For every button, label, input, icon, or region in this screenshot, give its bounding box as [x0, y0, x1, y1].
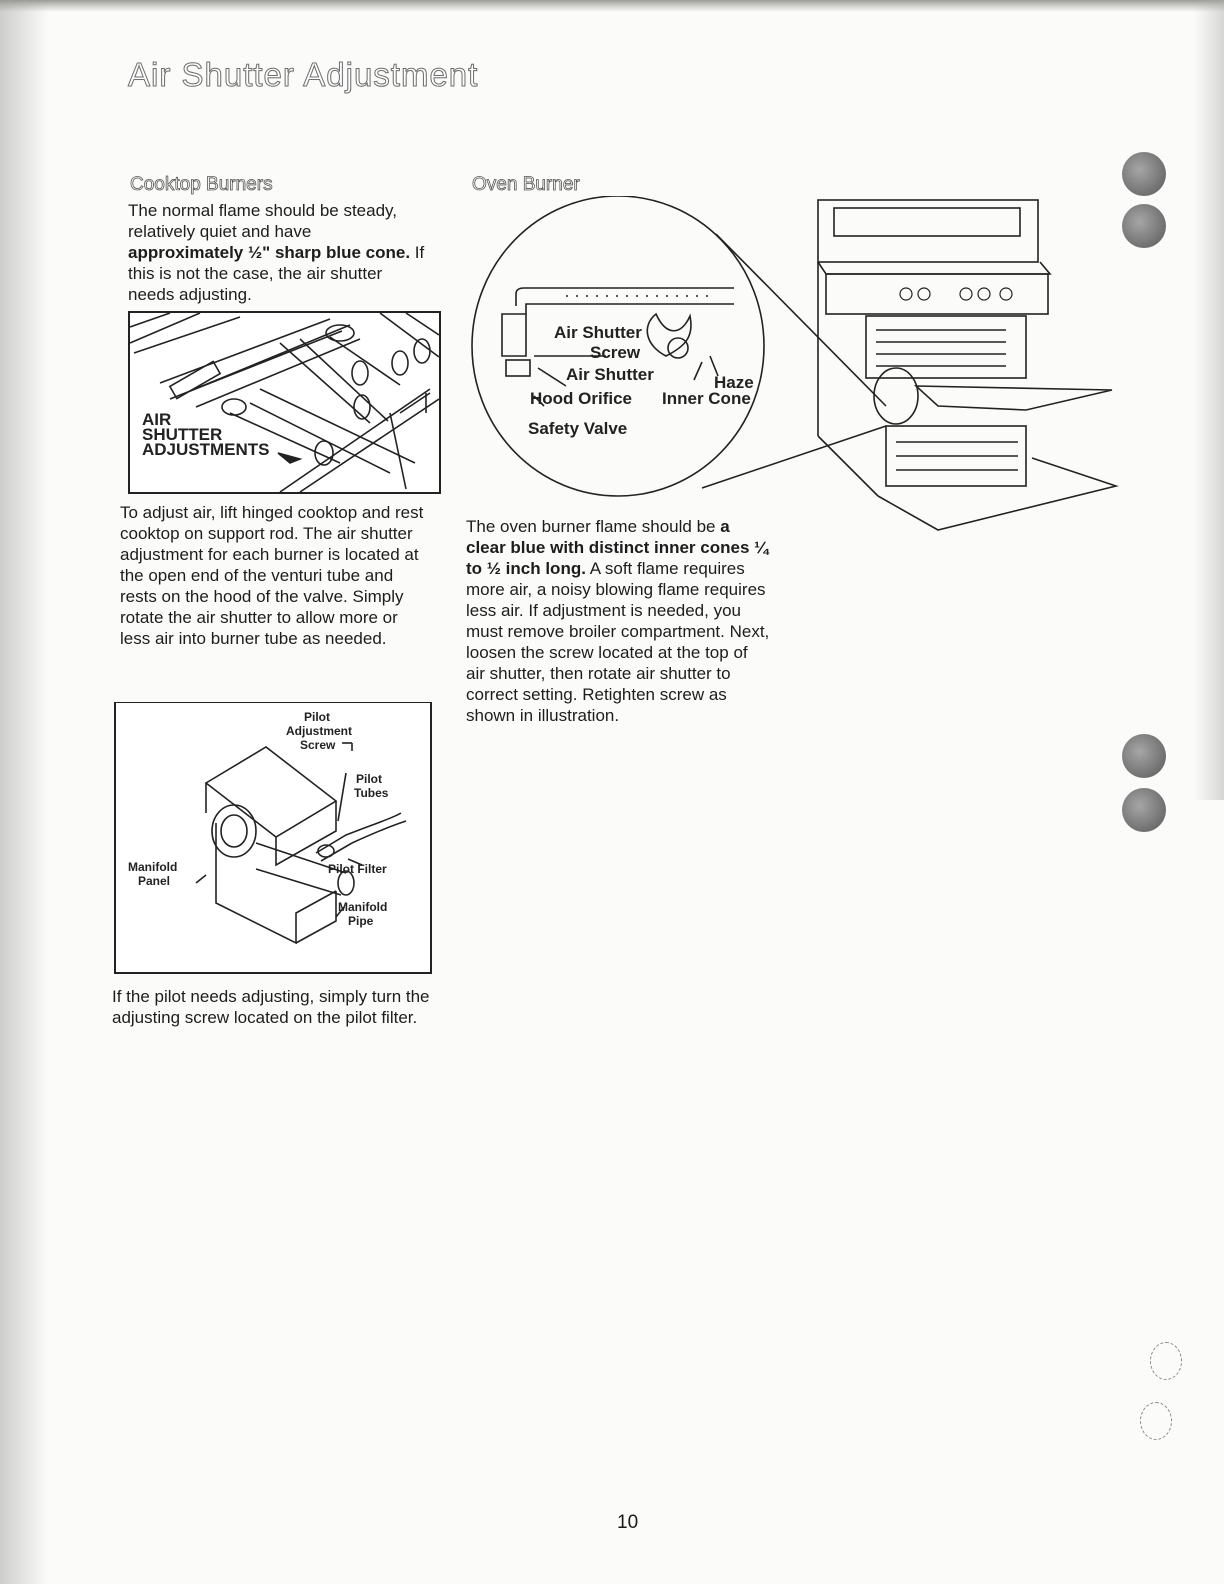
label-manifold-panel-1: Manifold	[128, 860, 178, 874]
cooktop-burner-illustration	[130, 313, 439, 492]
oven-text-emphasis: a clear blue with distinct inner cones ¼ to ½ inch long.	[466, 517, 769, 578]
binder-hole-outline	[1150, 1342, 1182, 1380]
scan-edge-left	[0, 0, 48, 1584]
callout-safety-valve: Safety Valve	[528, 419, 628, 438]
page-number: 10	[617, 1512, 639, 1533]
callout-air-shutter-screw-2: Screw	[590, 343, 641, 362]
callout-haze: Haze	[714, 373, 754, 392]
pilot-illustration	[116, 703, 430, 971]
label-pilot-filter: Pilot Filter	[328, 862, 387, 876]
callout-air-shutter: Air Shutter	[566, 365, 654, 384]
label-pilot-adjustment-screw-3: Screw	[300, 738, 336, 752]
binder-hole-outline	[1140, 1402, 1172, 1440]
label-manifold-pipe-1: Manifold	[338, 900, 388, 914]
pilot-text: If the pilot needs adjusting, simply turn the adjusting screw located on the pilot filter.	[112, 987, 430, 1027]
label-pilot-adjustment-screw-1: Pilot	[304, 710, 330, 724]
figure-label-shutter: SHUTTER	[142, 425, 223, 444]
cooktop-intro-emphasis: approximately ½" sharp blue cone.	[128, 243, 411, 262]
label-pilot-adjustment-screw-2: Adjustment	[286, 724, 352, 738]
binder-hole	[1122, 788, 1166, 832]
scan-edge-right	[1194, 0, 1224, 800]
label-pilot-tubes-1: Pilot	[356, 772, 382, 786]
oven-text-body: A soft flame requires more air, a noisy blowing flame requires less air. If adjustment is needed, you must remove broiler compartment. Next, loosen the screw located at the top of air shutter, then rotate air shutter to correct setting. Retighten screw as shown in illustration.	[466, 559, 770, 725]
cooktop-adjust-text: To adjust air, lift hinged cooktop and rest cooktop on support rod. The air shutter adjustment for each burner is located at the open end of the venturi tube and rests on the hood of the valve. Simply rotate the air shutter to allow more or less air into burner tube as needed.	[120, 503, 424, 648]
cooktop-burner-figure	[128, 311, 441, 494]
scan-edge-top	[0, 0, 1224, 12]
label-pilot-tubes-2: Tubes	[354, 786, 389, 800]
figure-label-air: AIR	[142, 410, 172, 429]
oven-burner-illustration	[466, 196, 1126, 540]
binder-hole	[1122, 204, 1166, 248]
binder-hole	[1122, 734, 1166, 778]
oven-heading: Oven Burner	[472, 174, 580, 195]
oven-text	[466, 516, 771, 726]
cooktop-heading: Cooktop Burners	[130, 174, 273, 195]
figure-label-adjustments: ADJUSTMENTS	[142, 440, 270, 459]
callout-hood-orifice: Hood Orifice	[530, 389, 633, 408]
label-manifold-pipe-2: Pipe	[348, 914, 374, 928]
callout-inner-cone: Inner Cone	[662, 389, 751, 408]
cooktop-intro-text-2: If this is not the case, the air shutter needs adjusting.	[128, 243, 425, 304]
callout-air-shutter-screw-1: Air Shutter	[554, 323, 642, 342]
oven-text-intro: The oven burner flame should be	[466, 517, 716, 536]
label-manifold-panel-2: Panel	[138, 874, 171, 888]
pilot-figure	[114, 702, 432, 974]
cooktop-intro	[128, 200, 428, 305]
page-title: Air Shutter Adjustment	[128, 56, 479, 93]
cooktop-intro-text: The normal flame should be steady, relatively quiet and have	[128, 201, 397, 241]
binder-hole	[1122, 152, 1166, 196]
